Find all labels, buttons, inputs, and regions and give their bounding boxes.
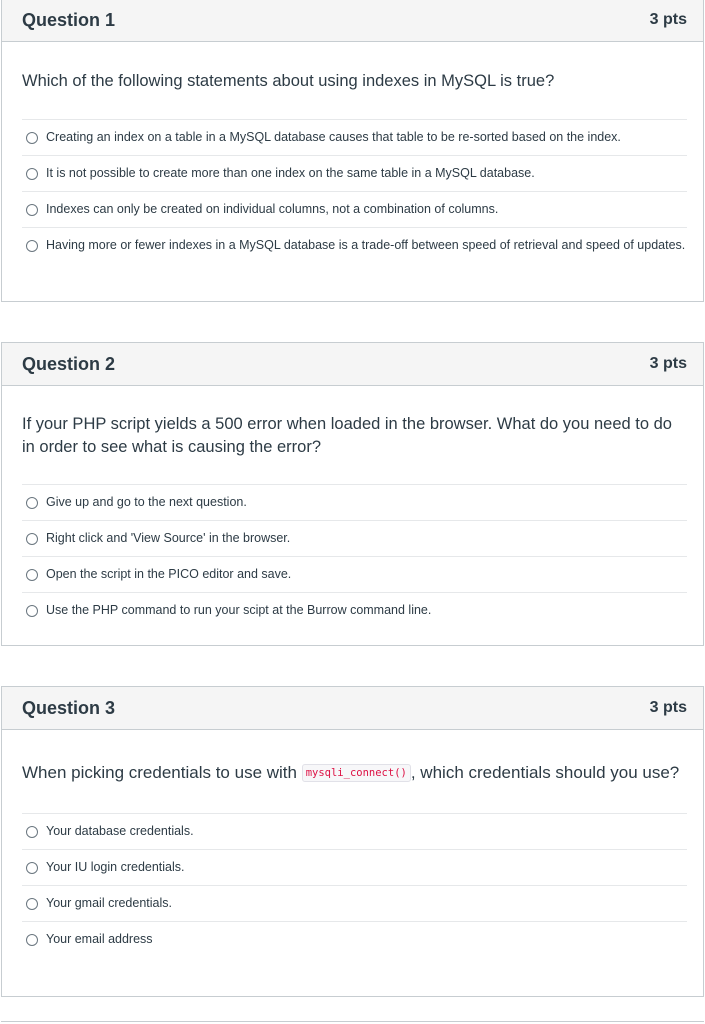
radio-button-icon[interactable] xyxy=(26,132,38,144)
answer-option[interactable] xyxy=(22,227,687,263)
answer-label: Open the script in the PICO editor and save. xyxy=(46,567,292,581)
question-3 xyxy=(1,686,704,997)
radio-button-icon[interactable] xyxy=(26,533,38,545)
radio-button-icon[interactable] xyxy=(26,240,38,252)
radio-button-icon[interactable] xyxy=(26,605,38,617)
question-text-after: , which credentials should you use? xyxy=(410,763,680,782)
answer-list xyxy=(22,813,687,957)
question-header xyxy=(2,0,703,42)
answer-label: It is not possible to create more than one index on the same table in a MySQL database. xyxy=(46,166,535,180)
question-text: If your PHP script yields a 500 error when loaded in the browser. What do you need to do in order to see what is causing the error? xyxy=(22,415,672,456)
question-header xyxy=(2,687,703,730)
question-points: 3 pts xyxy=(649,355,687,372)
question-text xyxy=(22,730,687,813)
question-title: Question 1 xyxy=(22,9,116,30)
answer-label: Your database credentials. xyxy=(46,824,194,838)
question-points: 3 pts xyxy=(649,11,687,28)
inline-code: mysqli_connect() xyxy=(302,764,411,782)
radio-button-icon[interactable] xyxy=(26,934,38,946)
radio-button-icon[interactable] xyxy=(26,826,38,838)
answer-option[interactable] xyxy=(22,556,687,592)
answer-option[interactable] xyxy=(22,592,687,628)
answer-option[interactable] xyxy=(22,813,687,849)
answer-option[interactable] xyxy=(22,119,687,155)
question-1 xyxy=(1,0,704,302)
question-title: Question 3 xyxy=(22,697,116,718)
radio-button-icon[interactable] xyxy=(26,898,38,910)
question-body xyxy=(2,386,703,628)
question-title: Question 2 xyxy=(22,353,116,374)
answer-label: Having more or fewer indexes in a MySQL database is a trade-off between speed of retrieval and speed of updates. xyxy=(46,238,686,252)
question-text-before: When picking credentials to use with xyxy=(22,763,302,782)
answer-option[interactable] xyxy=(22,921,687,957)
radio-button-icon[interactable] xyxy=(26,168,38,180)
answer-label: Give up and go to the next question. xyxy=(46,495,247,509)
answer-option[interactable] xyxy=(22,155,687,191)
question-2 xyxy=(1,342,704,646)
answer-label: Right click and 'View Source' in the browser. xyxy=(46,531,291,545)
question-header xyxy=(2,343,703,386)
answer-option[interactable] xyxy=(22,520,687,556)
radio-button-icon[interactable] xyxy=(26,862,38,874)
question-text: Which of the following statements about using indexes in MySQL is true? xyxy=(22,72,555,90)
question-points: 3 pts xyxy=(649,699,687,716)
question-body xyxy=(2,730,703,957)
answer-option[interactable] xyxy=(22,849,687,885)
answer-option[interactable] xyxy=(22,885,687,921)
answer-list xyxy=(22,484,687,628)
answer-label: Indexes can only be created on individual columns, not a combination of columns. xyxy=(46,202,499,216)
answer-label: Use the PHP command to run your scipt at the Burrow command line. xyxy=(46,603,432,617)
answer-label: Your IU login credentials. xyxy=(46,860,185,874)
radio-button-icon[interactable] xyxy=(26,204,38,216)
radio-button-icon[interactable] xyxy=(26,497,38,509)
answer-option[interactable] xyxy=(22,191,687,227)
answer-label: Your gmail credentials. xyxy=(46,896,172,910)
answer-option[interactable] xyxy=(22,484,687,520)
question-body xyxy=(2,42,703,263)
answer-label: Your email address xyxy=(46,932,153,946)
radio-button-icon[interactable] xyxy=(26,569,38,581)
answer-list xyxy=(22,119,687,263)
answer-label: Creating an index on a table in a MySQL database causes that table to be re-sorted based on the index. xyxy=(46,130,621,144)
next-question-border xyxy=(1,1021,704,1022)
